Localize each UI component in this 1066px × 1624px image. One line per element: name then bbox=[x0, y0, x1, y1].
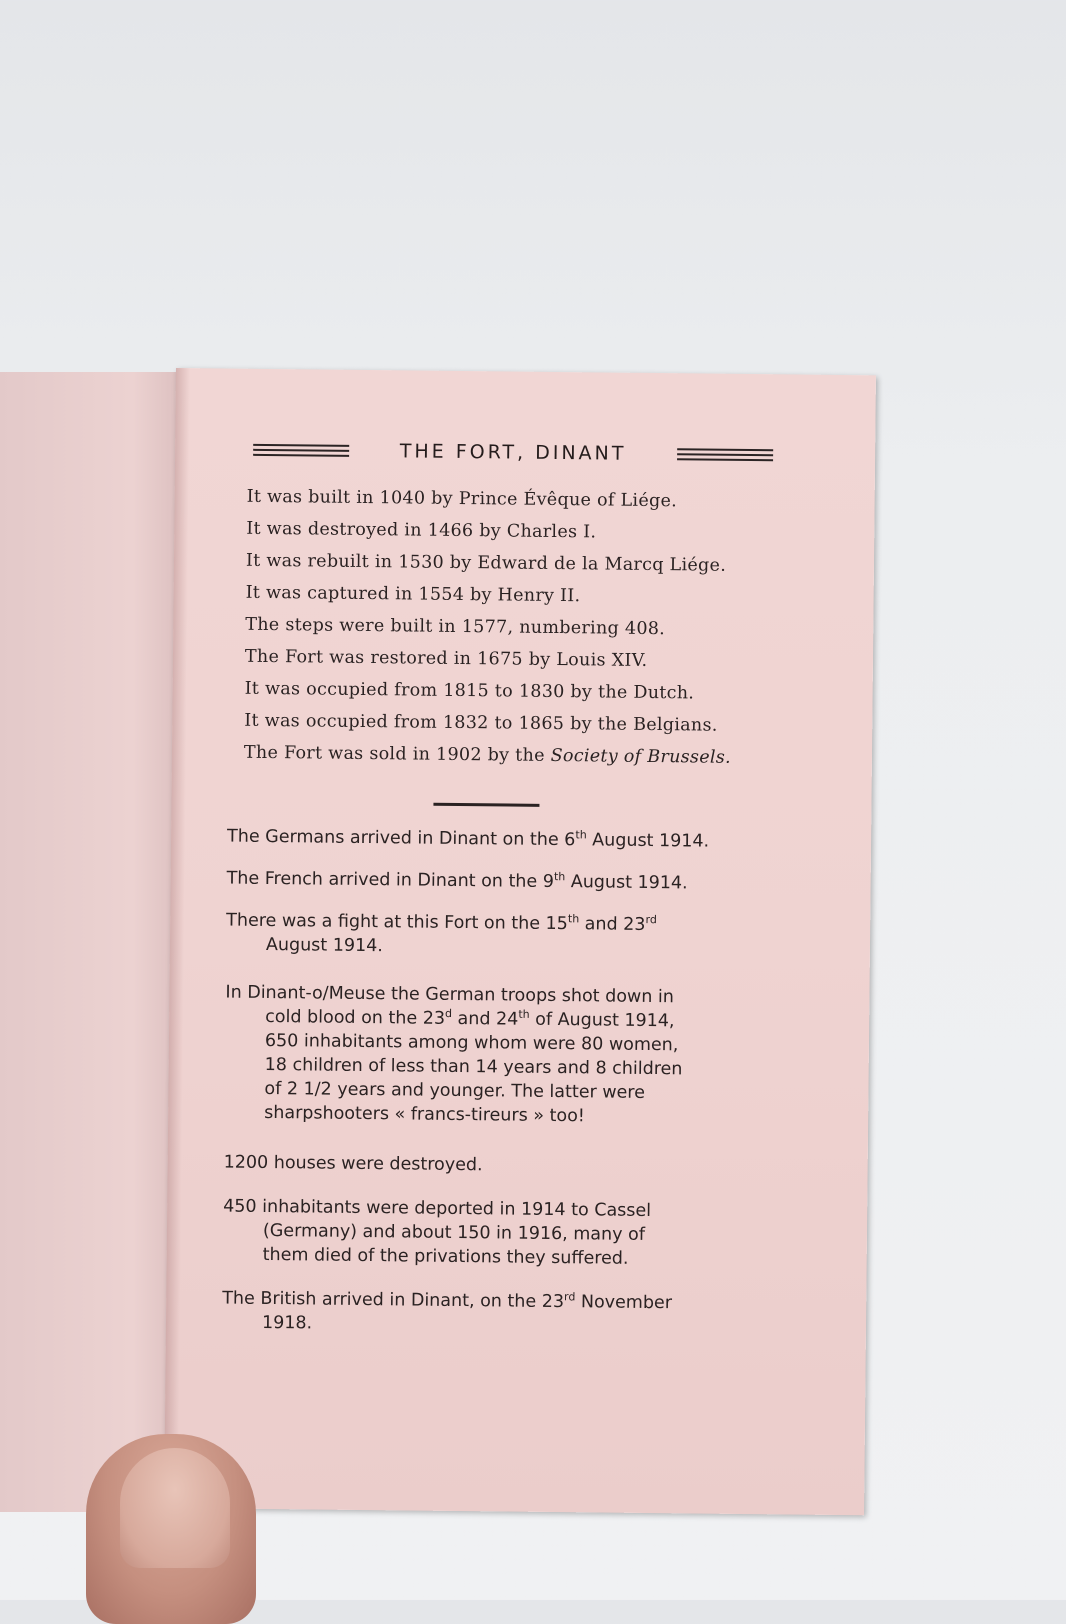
para-line: 450 inhabitants were deported in 1914 to Cassel bbox=[223, 1196, 652, 1222]
history-line: It was captured in 1554 by Henry II. bbox=[245, 582, 581, 607]
superscript: rd bbox=[564, 1290, 576, 1304]
history-line: It was rebuilt in 1530 by Edward de la Marcq Liége. bbox=[245, 550, 727, 576]
paragraph-massacre bbox=[224, 981, 760, 1131]
para-line: (Germany) and about 150 in 1916, many of bbox=[262, 1220, 646, 1245]
paragraph-french bbox=[227, 867, 762, 897]
para-line: of 2 1/2 years and younger. The latter were bbox=[264, 1078, 646, 1103]
para-line: sharpshooters « francs-tireurs » too! bbox=[264, 1102, 585, 1127]
para-text: The French arrived in Dinant on the 9 bbox=[226, 868, 555, 892]
superscript: th bbox=[575, 828, 587, 842]
left-rule bbox=[253, 444, 349, 457]
para-text: The British arrived in Dinant, on the 23 bbox=[222, 1288, 565, 1313]
history-line: It was destroyed in 1466 by Charles I. bbox=[246, 518, 597, 543]
para-line: them died of the privations they suffered. bbox=[262, 1244, 629, 1269]
para-text: and 24 bbox=[451, 1008, 519, 1030]
superscript: th bbox=[553, 870, 566, 884]
history-line-last bbox=[244, 743, 731, 768]
thumbnail bbox=[120, 1448, 230, 1568]
paragraph-germans bbox=[227, 825, 762, 855]
superscript: th bbox=[518, 1007, 530, 1021]
history-line: It was built in 1040 by Prince Évêque of Liége. bbox=[246, 486, 678, 512]
para-line: 1918. bbox=[261, 1312, 313, 1334]
superscript: rd bbox=[645, 913, 657, 927]
paragraph-fight bbox=[226, 909, 761, 963]
para-text: of August 1914, bbox=[529, 1009, 675, 1032]
para-text: There was a fight at this Fort on the 15 bbox=[226, 910, 568, 935]
divider bbox=[433, 803, 539, 807]
history-line: It was occupied from 1832 to 1865 by the Belgians. bbox=[244, 710, 718, 736]
page-title: THE FORT, DINANT bbox=[399, 440, 627, 465]
history-line: It was occupied from 1815 to 1830 by the Dutch. bbox=[244, 678, 695, 704]
heading-row bbox=[253, 435, 773, 470]
para-text: cold blood on the 23 bbox=[265, 1006, 446, 1029]
superscript: d bbox=[445, 1007, 453, 1021]
left-page bbox=[0, 372, 190, 1512]
para-text: The Germans arrived in Dinant on the 6 bbox=[226, 826, 576, 851]
society-italic: Society of Brussels. bbox=[550, 745, 732, 768]
superscript: th bbox=[567, 912, 580, 926]
para-line: In Dinant-o/Meuse the German troops shot down in bbox=[225, 982, 674, 1008]
right-rule bbox=[677, 448, 773, 461]
booklet-page bbox=[164, 368, 876, 1515]
para-text: November bbox=[575, 1292, 673, 1314]
history-line: The Fort was restored in 1675 by Louis XIV. bbox=[244, 646, 648, 671]
paragraph-houses: 1200 houses were destroyed. bbox=[223, 1152, 483, 1176]
para-line: 650 inhabitants among whom were 80 women, bbox=[264, 1030, 679, 1056]
paragraph-british bbox=[222, 1287, 757, 1341]
para-line: 18 children of less than 14 years and 8 children bbox=[264, 1054, 683, 1080]
para-text: August 1914. bbox=[586, 830, 710, 852]
para-text: and 23 bbox=[579, 914, 646, 935]
paragraph-deported bbox=[223, 1195, 759, 1273]
para-text: August 1914. bbox=[565, 872, 688, 894]
para-line: August 1914. bbox=[265, 934, 383, 957]
history-line-text: The Fort was sold in 1902 by the bbox=[243, 742, 545, 766]
history-line: The steps were built in 1577, numbering 408. bbox=[245, 614, 666, 640]
